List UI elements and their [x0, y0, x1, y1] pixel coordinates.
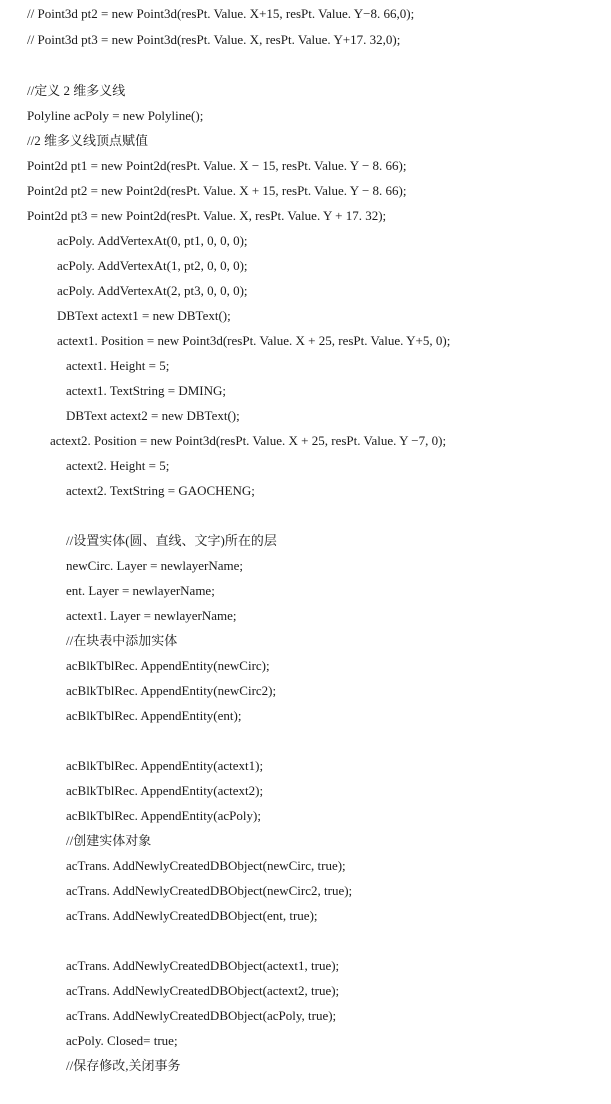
code-line: actext1. Height = 5; — [66, 358, 170, 373]
code-line: Point2d pt3 = new Point2d(resPt. Value. X, resPt. Value. Y + 17. 32); — [27, 208, 387, 223]
code-comment-line: //2 维多义线顶点赋值 — [27, 133, 148, 148]
code-line: actext1. Layer = newlayerName; — [66, 608, 237, 623]
code-line: actext1. TextString = DMING; — [66, 383, 226, 398]
code-line: actext1. Position = new Point3d(resPt. Value. X + 25, resPt. Value. Y+5, 0); — [57, 333, 451, 348]
code-line: acBlkTblRec. AppendEntity(newCirc); — [66, 658, 270, 673]
code-line: Point2d pt2 = new Point2d(resPt. Value. X + 15, resPt. Value. Y − 8. 66); — [27, 183, 407, 198]
code-line: newCirc. Layer = newlayerName; — [66, 558, 243, 573]
code-line: acTrans. AddNewlyCreatedDBObject(acPoly, true); — [66, 1008, 337, 1023]
code-line: acPoly. Closed= true; — [66, 1033, 178, 1048]
code-line: acPoly. AddVertexAt(0, pt1, 0, 0, 0); — [57, 233, 248, 248]
code-line: acPoly. AddVertexAt(2, pt3, 0, 0, 0); — [57, 283, 248, 298]
code-comment-line: //在块表中添加实体 — [66, 633, 178, 648]
code-line: acTrans. AddNewlyCreatedDBObject(actext1, true); — [66, 958, 340, 973]
code-line: acBlkTblRec. AppendEntity(acPoly); — [66, 808, 261, 823]
code-line: acBlkTblRec. AppendEntity(ent); — [66, 708, 242, 723]
code-line: Polyline acPoly = new Polyline(); — [27, 108, 204, 123]
code-line: actext2. TextString = GAOCHENG; — [66, 483, 255, 498]
code-comment-line: //设置实体(圆、直线、文字)所在的层 — [66, 533, 277, 548]
code-line: actext2. Height = 5; — [66, 458, 170, 473]
code-line: acBlkTblRec. AppendEntity(actext1); — [66, 758, 264, 773]
code-line: acTrans. AddNewlyCreatedDBObject(newCirc, true); — [66, 858, 346, 873]
code-line: acBlkTblRec. AppendEntity(newCirc2); — [66, 683, 277, 698]
code-line: ent. Layer = newlayerName; — [66, 583, 215, 598]
code-comment-line: //保存修改,关闭事务 — [66, 1058, 181, 1073]
code-comment-line: // Point3d pt3 = new Point3d(resPt. Value. X, resPt. Value. Y+17. 32,0); — [27, 32, 401, 47]
code-line: DBText actext1 = new DBText(); — [57, 308, 231, 323]
code-line: DBText actext2 = new DBText(); — [66, 408, 240, 423]
code-comment-line: //定义 2 维多义线 — [27, 83, 126, 98]
code-line: acTrans. AddNewlyCreatedDBObject(ent, true); — [66, 908, 318, 923]
code-line: actext2. Position = new Point3d(resPt. Value. X + 25, resPt. Value. Y −7, 0); — [50, 433, 447, 448]
code-comment-line: //创建实体对象 — [66, 833, 152, 848]
code-comment-line: // Point3d pt2 = new Point3d(resPt. Value. X+15, resPt. Value. Y−8. 66,0); — [27, 6, 415, 21]
code-line: acPoly. AddVertexAt(1, pt2, 0, 0, 0); — [57, 258, 248, 273]
code-line: Point2d pt1 = new Point2d(resPt. Value. X − 15, resPt. Value. Y − 8. 66); — [27, 158, 407, 173]
code-line: acBlkTblRec. AppendEntity(actext2); — [66, 783, 264, 798]
code-line: acTrans. AddNewlyCreatedDBObject(actext2, true); — [66, 983, 340, 998]
code-line: acTrans. AddNewlyCreatedDBObject(newCirc2, true); — [66, 883, 353, 898]
